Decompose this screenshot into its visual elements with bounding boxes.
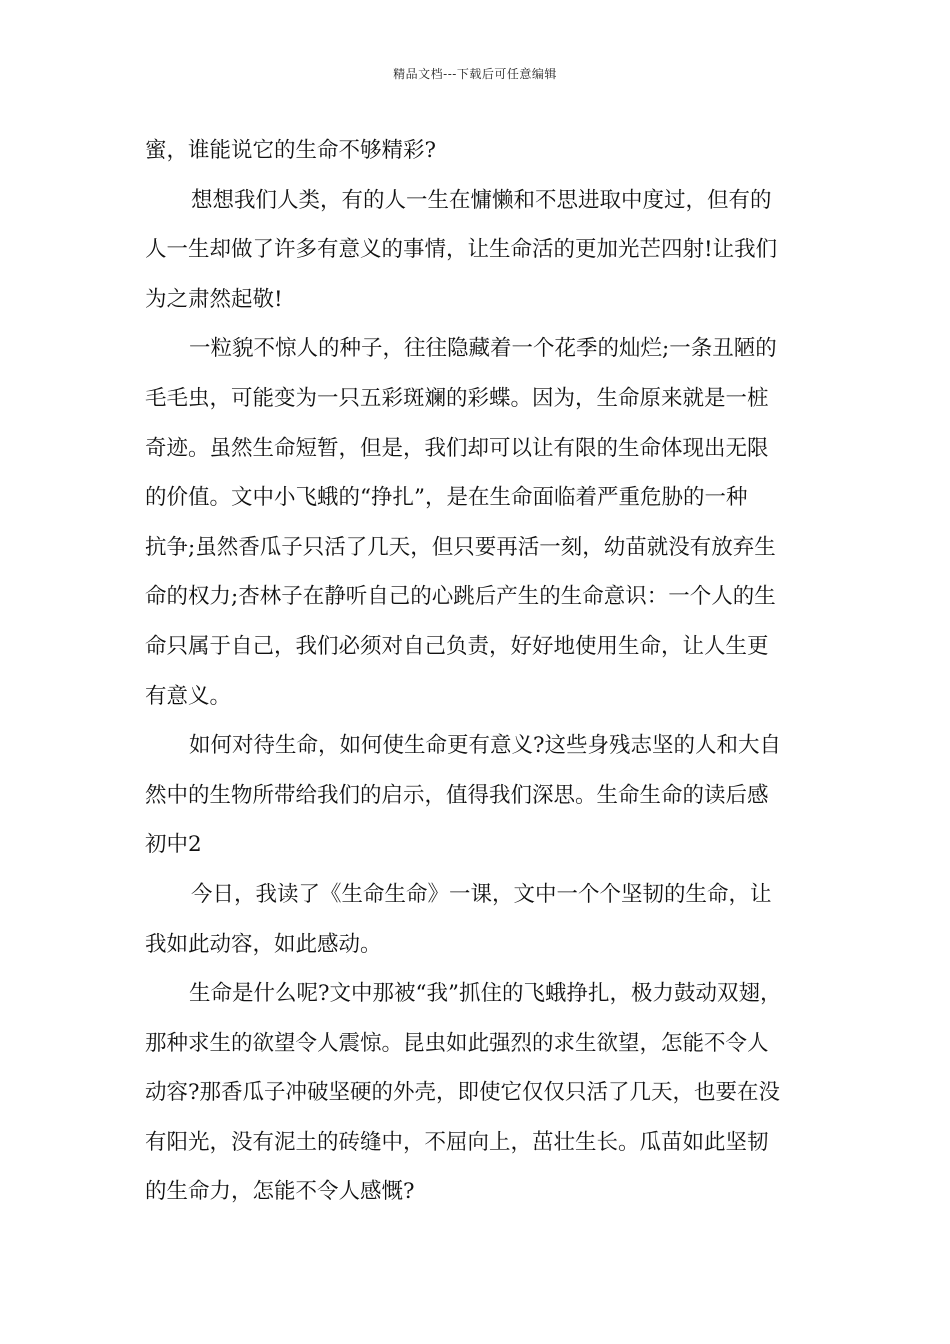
text-line: 生命是什么呢?文中那被“我”抓住的飞蛾挣扎，极力鼓动双翅，	[189, 981, 782, 1007]
text-line: 的价值。文中小飞蛾的“挣扎”，是在生命面临着严重危胁的一种	[145, 485, 748, 511]
text-line: 的生命力，怎能不令人感慨?	[145, 1179, 415, 1205]
text-line: 毛毛虫，可能变为一只五彩斑斓的彩蝶。因为，生命原来就是一桩	[145, 385, 769, 411]
text-line: 我如此动容，如此感动。	[145, 931, 382, 957]
text-line: 一粒貌不惊人的种子，往往隐藏着一个花季的灿烂;一条丑陋的	[189, 336, 777, 362]
text-line: 那种求生的欲望令人震惊。昆虫如此强烈的求生欲望，怎能不令人	[145, 1030, 769, 1056]
text-line: 命的权力;杏林子在静听自己的心跳后产生的生命意识：一个人的生	[145, 584, 776, 610]
text-line: 动容?那香瓜子冲破坚硬的外壳，即使它仅仅只活了几天，也要在没	[145, 1080, 781, 1106]
document-body	[145, 126, 813, 1217]
text-line: 初中2	[145, 832, 202, 858]
text-line: 有阳光，没有泥土的砖缝中，不屈向上，茁壮生长。瓜苗如此坚韧	[145, 1129, 769, 1155]
page-header: 精品文档---下载后可任意编辑	[393, 67, 557, 81]
text-line: 有意义。	[145, 683, 232, 709]
text-line: 人一生却做了许多有意义的事情，让生命活的更加光芒四射!让我们	[145, 237, 778, 263]
text-line: 命只属于自己，我们必须对自己负责，好好地使用生命，让人生更	[145, 633, 769, 659]
text-line: 抗争;虽然香瓜子只活了几天，但只要再活一刻，幼苗就没有放弃生	[145, 534, 776, 560]
text-line: 想想我们人类，有的人一生在慵懒和不思进取中度过，但有的	[191, 187, 772, 213]
text-line: 然中的生物所带给我们的启示，值得我们深思。生命生命的读后感	[145, 782, 769, 808]
text-line: 如何对待生命，如何使生命更有意义?这些身残志坚的人和大自	[189, 733, 782, 759]
text-line: 为之肃然起敬!	[145, 286, 283, 312]
text-line: 今日，我读了《生命生命》一课，文中一个个坚韧的生命，让	[191, 881, 772, 907]
text-line: 奇迹。虽然生命短暂，但是，我们却可以让有限的生命体现出无限	[145, 435, 769, 461]
text-line: 蜜，谁能说它的生命不够精彩?	[145, 138, 437, 163]
